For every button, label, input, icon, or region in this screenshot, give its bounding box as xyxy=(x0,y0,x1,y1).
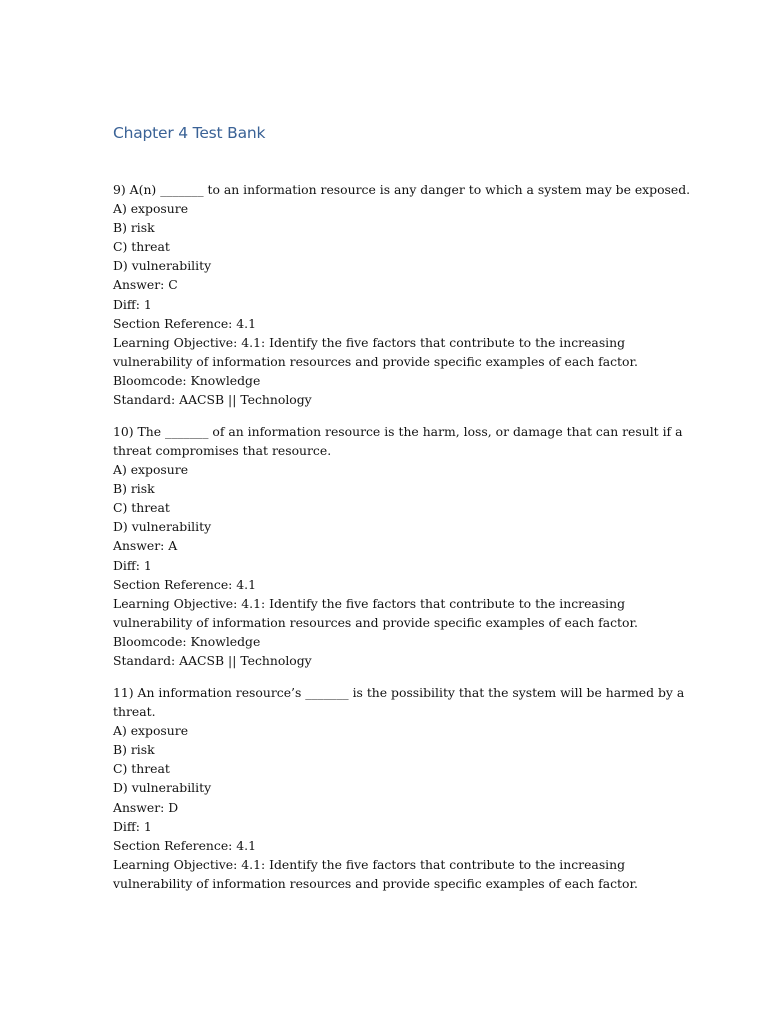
question-line: D) vulnerability xyxy=(113,519,212,535)
question-line: Learning Objective: 4.1: Identify the five factors that contribute to the increasing xyxy=(113,334,626,350)
question-line: Section Reference: 4.1 xyxy=(113,576,256,592)
question-line: C) threat xyxy=(113,239,170,255)
question-line: B) risk xyxy=(113,481,155,497)
question-line: vulnerability of information resources and provide specific examples of each factor. xyxy=(113,353,638,369)
question-block xyxy=(113,422,683,670)
question-line: Answer: C xyxy=(113,277,178,293)
question-line: A) exposure xyxy=(113,723,189,739)
question-line: B) risk xyxy=(113,742,155,758)
question-line: A) exposure xyxy=(113,201,189,217)
question-line: C) threat xyxy=(113,761,170,777)
question-line: D) vulnerability xyxy=(113,258,212,274)
question-line: Diff: 1 xyxy=(113,557,152,573)
question-block xyxy=(113,683,685,893)
question-line: 11) An information resource’s _______ is the possibility that the system will be harmed by a xyxy=(113,684,685,700)
question-line: Section Reference: 4.1 xyxy=(113,315,256,331)
question-line: Diff: 1 xyxy=(113,296,152,312)
question-line: vulnerability of information resources and provide specific examples of each factor. xyxy=(113,614,638,630)
question-line: 10) The _______ of an information resource is the harm, loss, or damage that can result if a xyxy=(113,423,683,439)
question-line: Answer: D xyxy=(113,799,179,815)
question-line: C) threat xyxy=(113,500,170,516)
question-line: vulnerability of information resources and provide specific examples of each factor. xyxy=(113,875,638,891)
question-line: A) exposure xyxy=(113,462,189,478)
question-line: Bloomcode: Knowledge xyxy=(113,633,261,649)
question-line: threat compromises that resource. xyxy=(113,443,332,459)
question-line: D) vulnerability xyxy=(113,780,212,796)
question-line: Learning Objective: 4.1: Identify the five factors that contribute to the increasing xyxy=(113,595,626,611)
question-line: B) risk xyxy=(113,220,155,236)
question-line: Diff: 1 xyxy=(113,818,152,834)
question-line: Standard: AACSB || Technology xyxy=(113,392,312,408)
question-line: Answer: A xyxy=(113,538,178,554)
document-title: Chapter 4 Test Bank xyxy=(113,124,266,142)
question-line: threat. xyxy=(113,704,156,720)
question-list xyxy=(113,180,691,906)
question-line: Standard: AACSB || Technology xyxy=(113,653,312,669)
question-block xyxy=(113,180,691,409)
question-line: Bloomcode: Knowledge xyxy=(113,372,261,388)
question-line: 9) A(n) _______ to an information resource is any danger to which a system may be exposed. xyxy=(113,182,691,197)
question-line: Learning Objective: 4.1: Identify the five factors that contribute to the increasing xyxy=(113,856,626,872)
question-line: Section Reference: 4.1 xyxy=(113,837,256,853)
